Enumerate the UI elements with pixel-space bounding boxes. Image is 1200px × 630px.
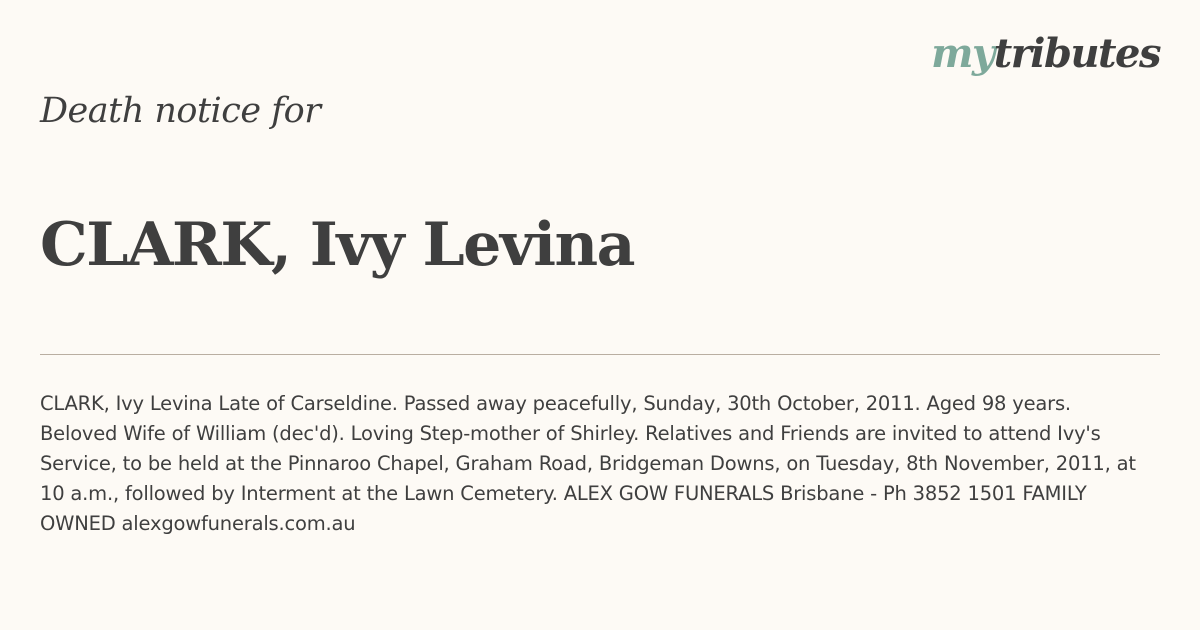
notice-type-label: Death notice for [40,91,321,131]
logo-tributes: tributes [993,30,1160,77]
notice-text: CLARK, Ivy Levina Late of Carseldine. Passed away peacefully, Sunday, 30th October, 2011. Aged 98 years. Beloved Wife of William (dec'd). Loving Step-mother of Shirley. Relatives and Friends are invited to attend Ivy's Service, to be held at the Pinnaroo Chapel, Graham Road, Bridgeman Downs, on Tuesday, 8th November, 2011, at 10 a.m., followed by Interment at the Lawn Cemetery. ALEX GOW FUNERALS Brisbane - Ph 3852 1501 FAMILY OWNED alexgowfunerals.com.au [40,392,1136,535]
deceased-name: CLARK, Ivy Levina [40,210,634,280]
logo-my: my [931,30,994,77]
divider [40,354,1160,355]
mytributes-logo[interactable] [931,30,1160,77]
